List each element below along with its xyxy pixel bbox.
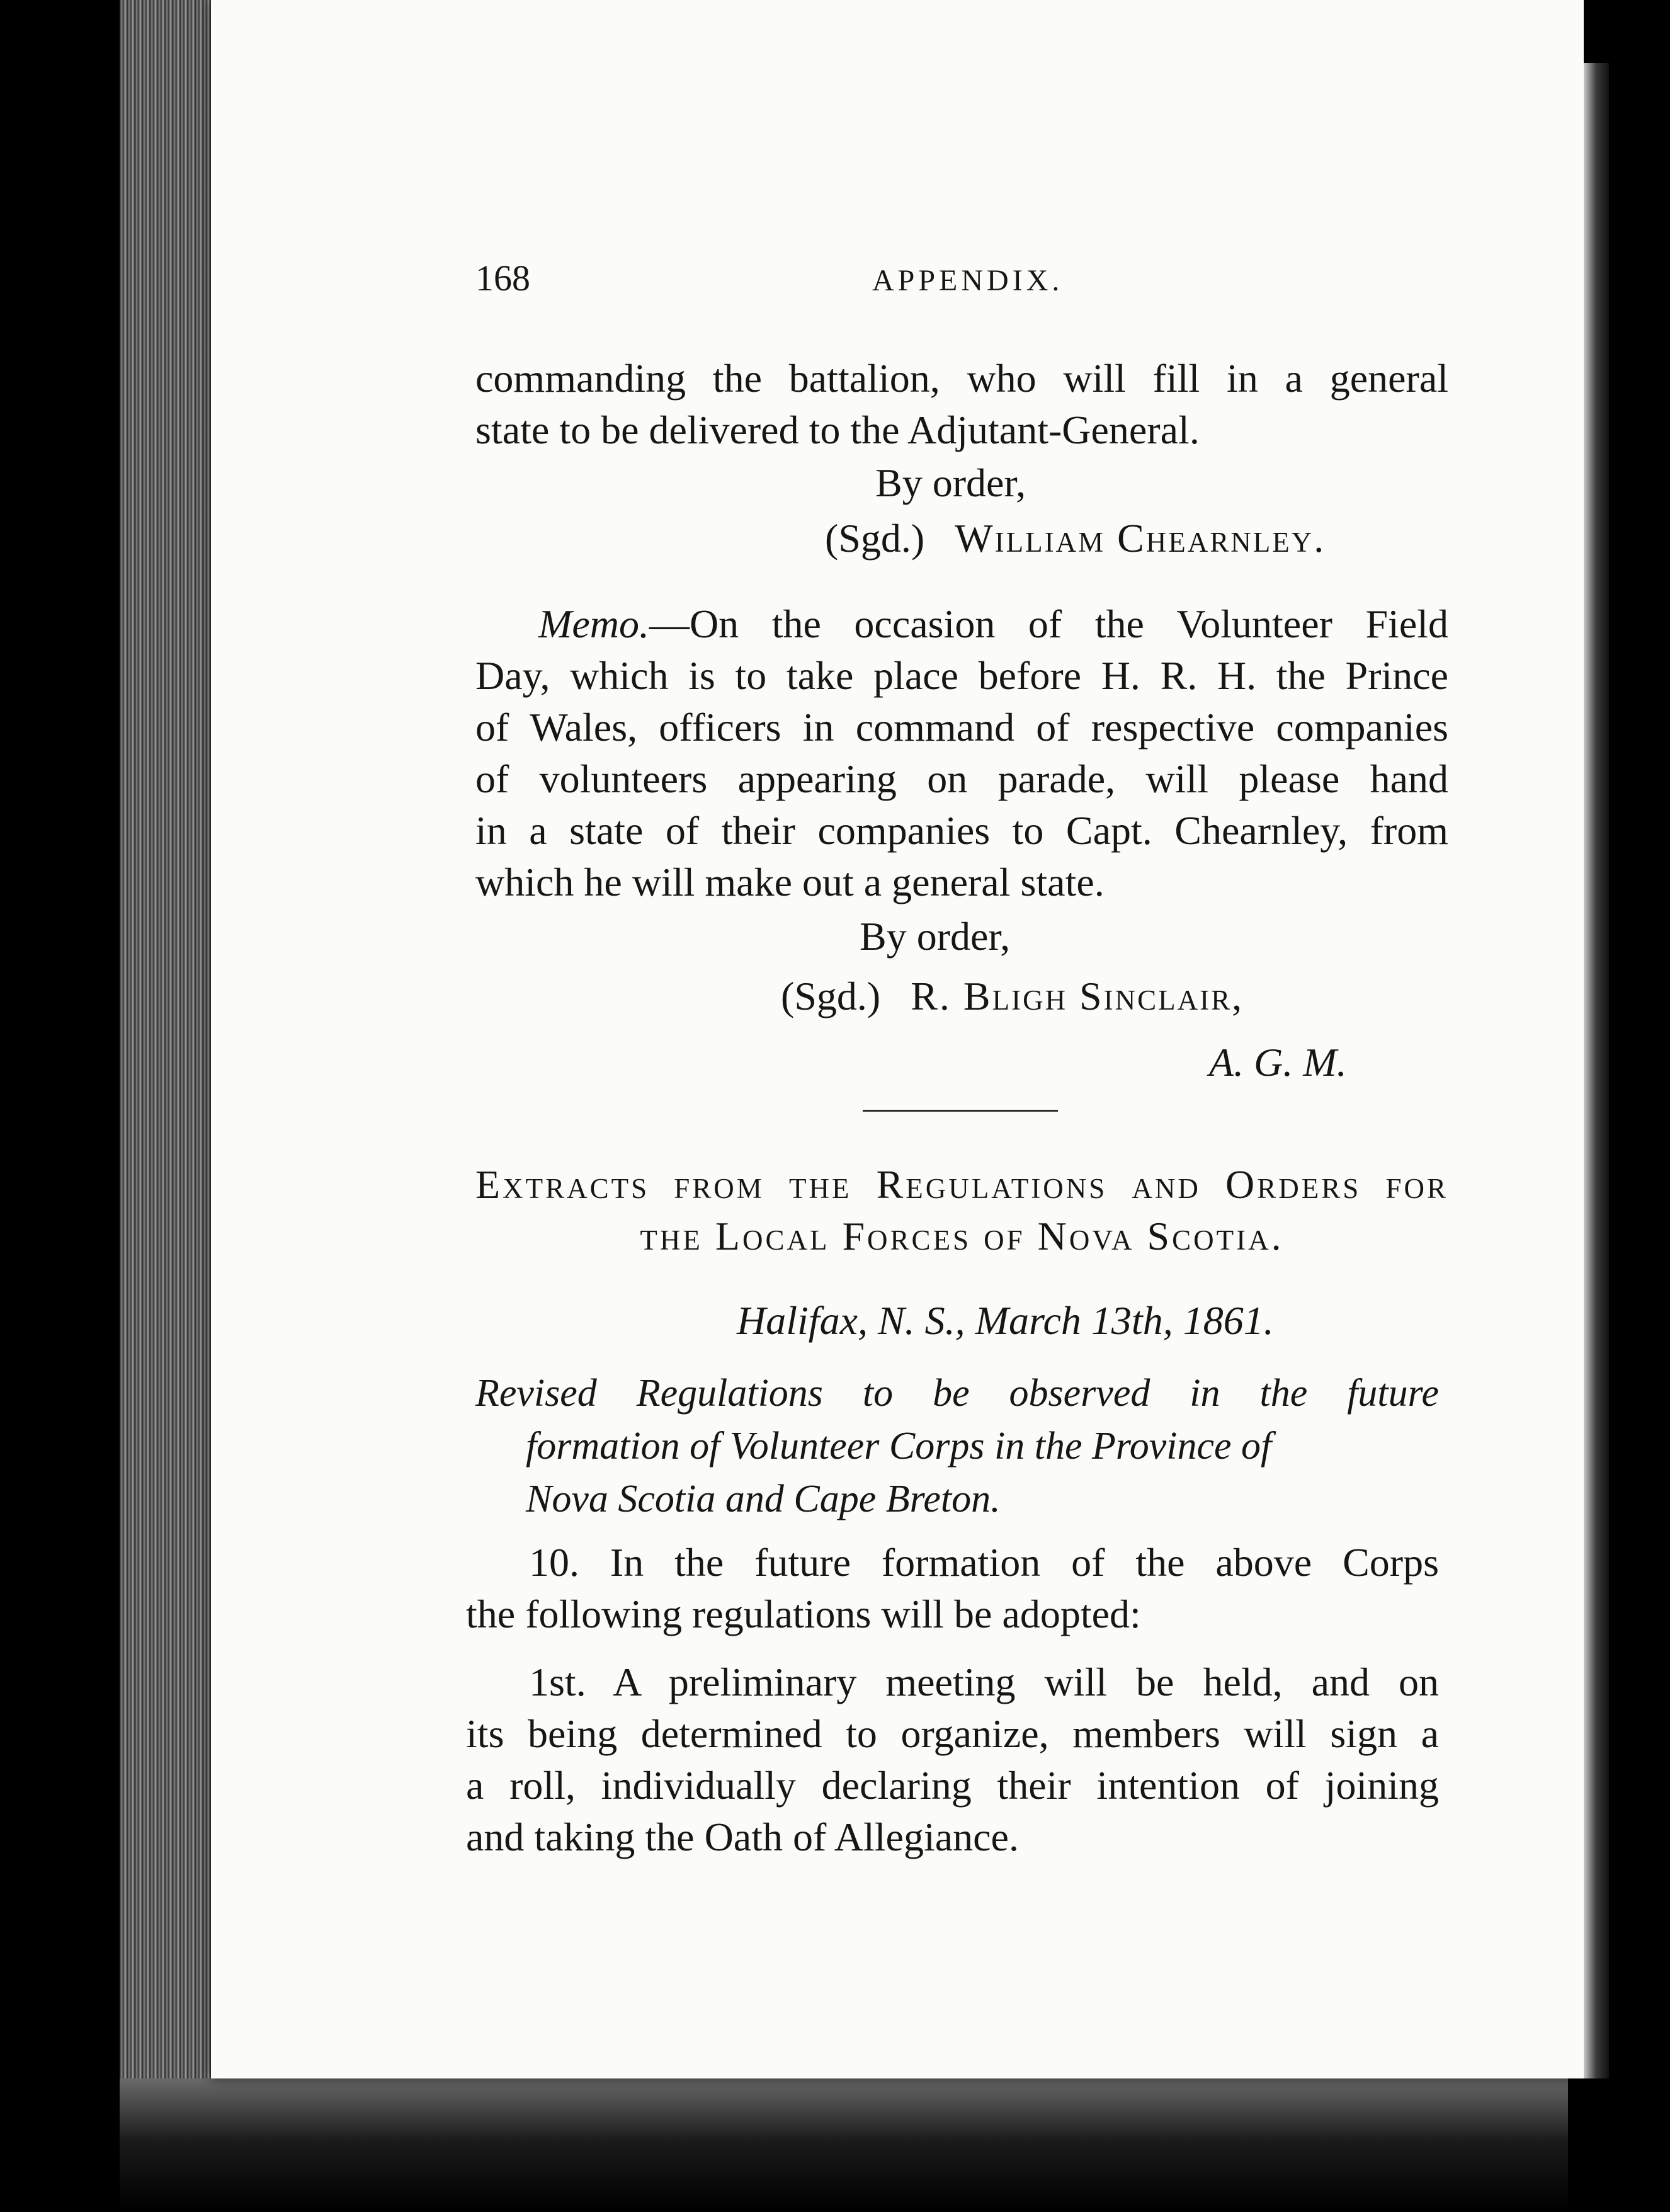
text-line: the following regulations will be adopted: xyxy=(466,1592,1141,1636)
memo-label: Memo. xyxy=(538,601,649,646)
heading-line: the Local Forces of Nova Scotia. xyxy=(640,1214,1284,1258)
signer-title: A. G. M. xyxy=(1209,1040,1347,1085)
page-bottom-edge xyxy=(120,2078,1568,2212)
text-line: in a state of their companies to Capt. Chearnley, from xyxy=(475,808,1448,853)
heading-line: Extracts from the Regulations and Orders for xyxy=(475,1162,1448,1207)
text-line: commanding the battalion, who will fill in a general xyxy=(475,356,1448,401)
revised-regulations-title xyxy=(475,1367,1439,1525)
text-line: of volunteers appearing on parade, will please hand xyxy=(475,756,1448,801)
text-line: its being determined to organize, members will sign a xyxy=(466,1711,1439,1756)
section-10 xyxy=(466,1537,1439,1640)
by-order-1: By order, xyxy=(875,460,1026,505)
sgd-label: (Sgd.) xyxy=(781,974,881,1018)
signature-2 xyxy=(781,973,1244,1020)
running-head xyxy=(475,257,1448,314)
paragraph-continuation xyxy=(475,353,1448,456)
text-line: Revised Regulations to be observed in the future xyxy=(475,1372,1439,1415)
text-line: a roll, individually declaring their intention of joining xyxy=(466,1763,1439,1808)
signature-1 xyxy=(825,515,1326,562)
text-line xyxy=(475,598,1448,650)
page-number: 168 xyxy=(475,258,530,299)
text-line: state to be delivered to the Adjutant-General. xyxy=(475,408,1200,452)
gutter-shadow xyxy=(1584,63,1609,2078)
text-line: Day, which is to take place before H. R. H. the Prince xyxy=(475,653,1448,698)
page-edges xyxy=(120,0,214,2212)
text-line: which he will make out a general state. xyxy=(475,860,1105,904)
sgd-label: (Sgd.) xyxy=(825,516,925,561)
section-rule xyxy=(863,1110,1058,1112)
text-line: 1st. A preliminary meeting will be held, and on xyxy=(529,1660,1439,1704)
running-title: APPENDIX. xyxy=(872,264,1064,297)
signer-name: William Chearnley. xyxy=(955,516,1326,561)
text-line: and taking the Oath of Allegiance. xyxy=(466,1815,1019,1859)
signer-name: R. Bligh Sinclair, xyxy=(911,974,1244,1018)
text-line: of Wales, officers in command of respective companies xyxy=(475,705,1448,750)
item-first xyxy=(466,1656,1439,1863)
text-line: formation of Volunteer Corps in the Province of xyxy=(526,1425,1272,1468)
by-order-2: By order, xyxy=(860,914,1011,959)
section-heading xyxy=(475,1159,1448,1262)
memo-paragraph xyxy=(475,598,1448,908)
text-line: 10. In the future formation of the above Corps xyxy=(529,1540,1439,1585)
text-line: Nova Scotia and Cape Breton. xyxy=(526,1478,1001,1520)
dateline: Halifax, N. S., March 13th, 1861. xyxy=(737,1298,1274,1343)
memo-text: —On the occasion of the Volunteer Field xyxy=(649,601,1448,646)
